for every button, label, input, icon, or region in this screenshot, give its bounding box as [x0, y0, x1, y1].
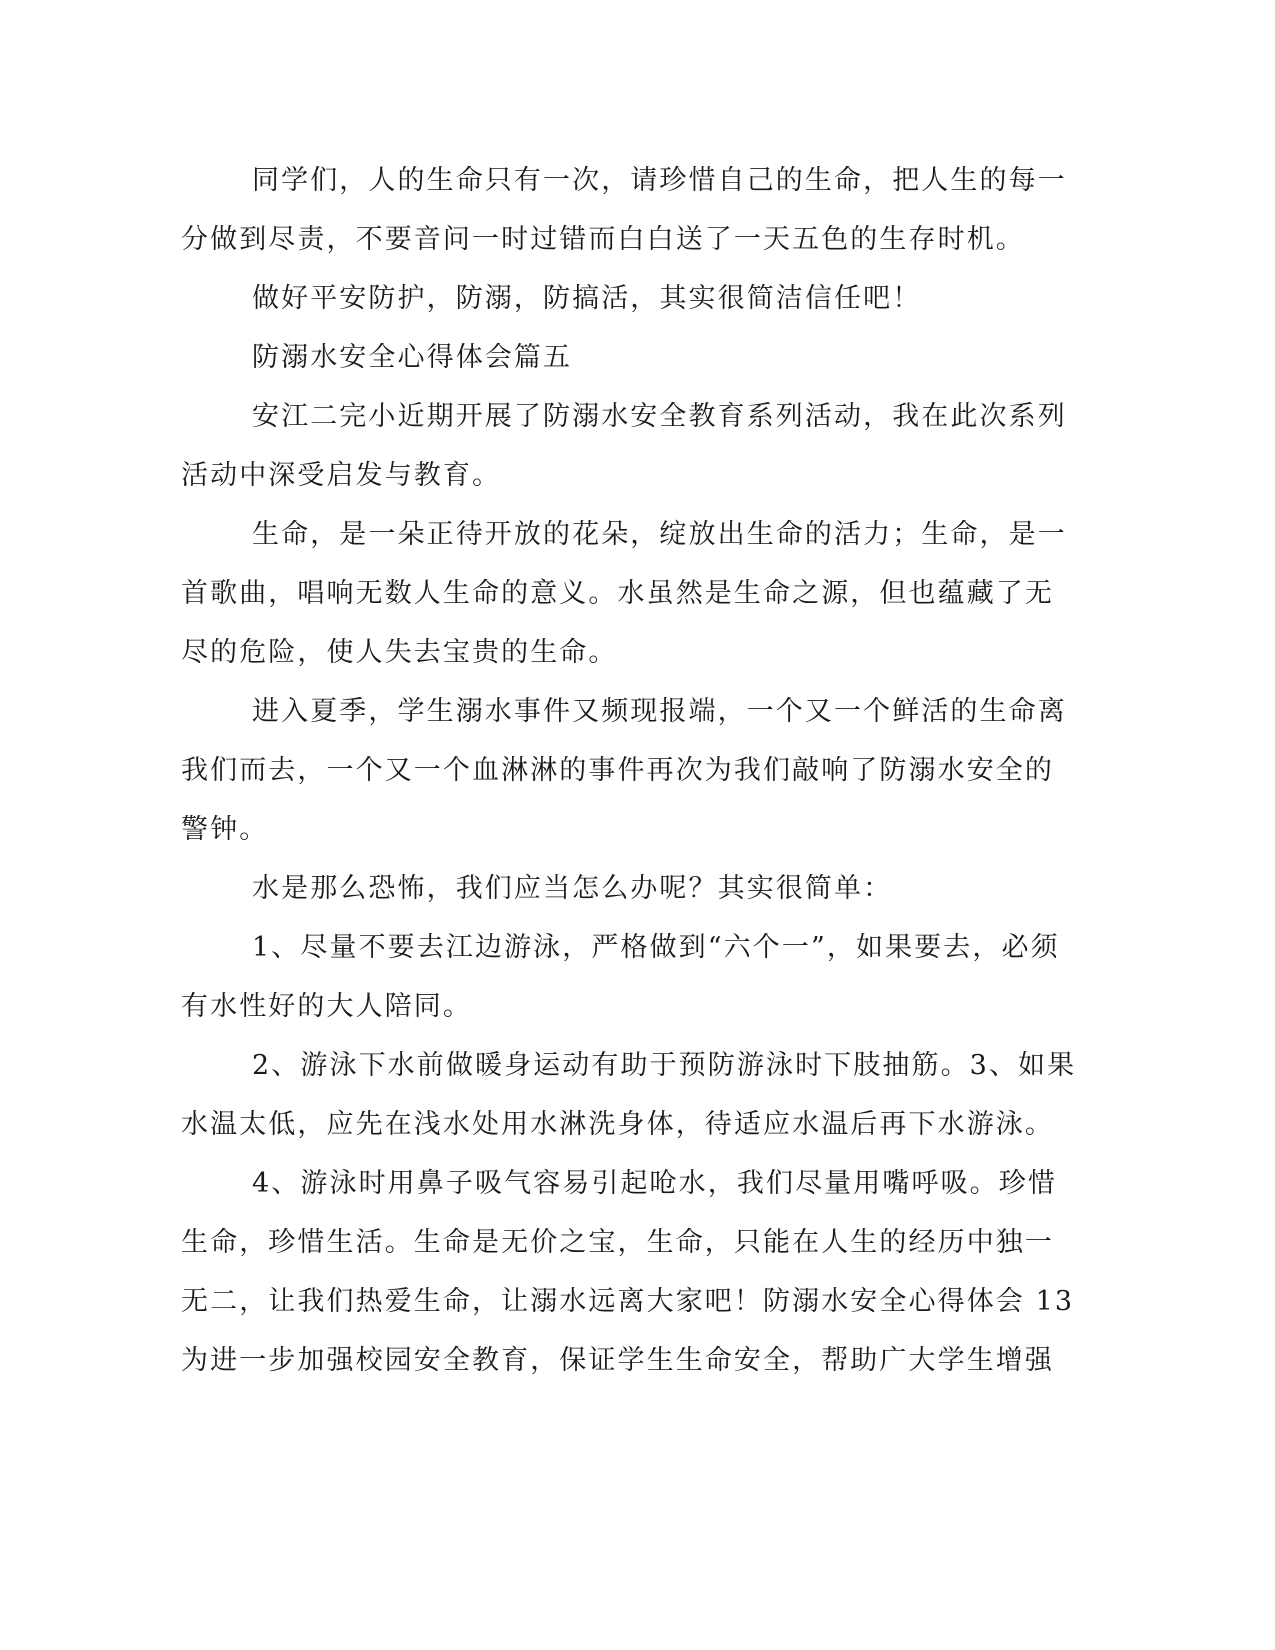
body-line: 生命，珍惜生活。生命是无价之宝，生命，只能在人生的经历中独一 [181, 1227, 1054, 1258]
list-item-line: 4、游泳时用鼻子吸气容易引起呛水，我们尽量用嘴呼吸。珍惜 [252, 1168, 1057, 1199]
body-line: 警钟。 [181, 814, 269, 845]
body-line: 活动中深受启发与教育。 [181, 460, 502, 491]
body-line: 尽的危险，使人失去宝贵的生命。 [181, 637, 618, 668]
list-item-line: 2、游泳下水前做暖身运动有助于预防游泳时下肢抽筋。3、如果 [252, 1050, 1077, 1081]
body-line: 进入夏季，学生溺水事件又频现报端，一个又一个鲜活的生命离 [252, 696, 1067, 727]
body-line: 我们而去，一个又一个血淋淋的事件再次为我们敲响了防溺水安全的 [181, 755, 1054, 786]
body-line: 水是那么恐怖，我们应当怎么办呢？其实很简单： [252, 873, 893, 904]
list-item-line: 水温太低，应先在浅水处用水淋洗身体，待适应水温后再下水游泳。 [181, 1109, 1054, 1140]
section-heading: 防溺水安全心得体会篇五 [252, 342, 573, 373]
body-line: 首歌曲，唱响无数人生命的意义。水虽然是生命之源，但也蕴藏了无 [181, 578, 1054, 609]
body-line: 做好平安防护，防溺，防搞活，其实很简洁信任吧！ [252, 283, 922, 314]
body-line: 同学们，人的生命只有一次，请珍惜自己的生命，把人生的每一 [252, 165, 1067, 196]
list-item-line: 有水性好的大人陪同。 [181, 991, 472, 1022]
list-item-line: 1、尽量不要去江边游泳，严格做到“六个一”，如果要去，必须 [252, 932, 1060, 963]
body-line: 安江二完小近期开展了防溺水安全教育系列活动，我在此次系列 [252, 401, 1067, 432]
body-line: 为进一步加强校园安全教育，保证学生生命安全，帮助广大学生增强 [181, 1345, 1054, 1376]
body-line: 无二，让我们热爱生命，让溺水远离大家吧！防溺水安全心得体会 13 [181, 1286, 1075, 1317]
body-line: 生命，是一朵正待开放的花朵，绽放出生命的活力；生命，是一 [252, 519, 1067, 550]
body-line: 分做到尽责，不要音问一时过错而白白送了一天五色的生存时机。 [181, 224, 1025, 255]
